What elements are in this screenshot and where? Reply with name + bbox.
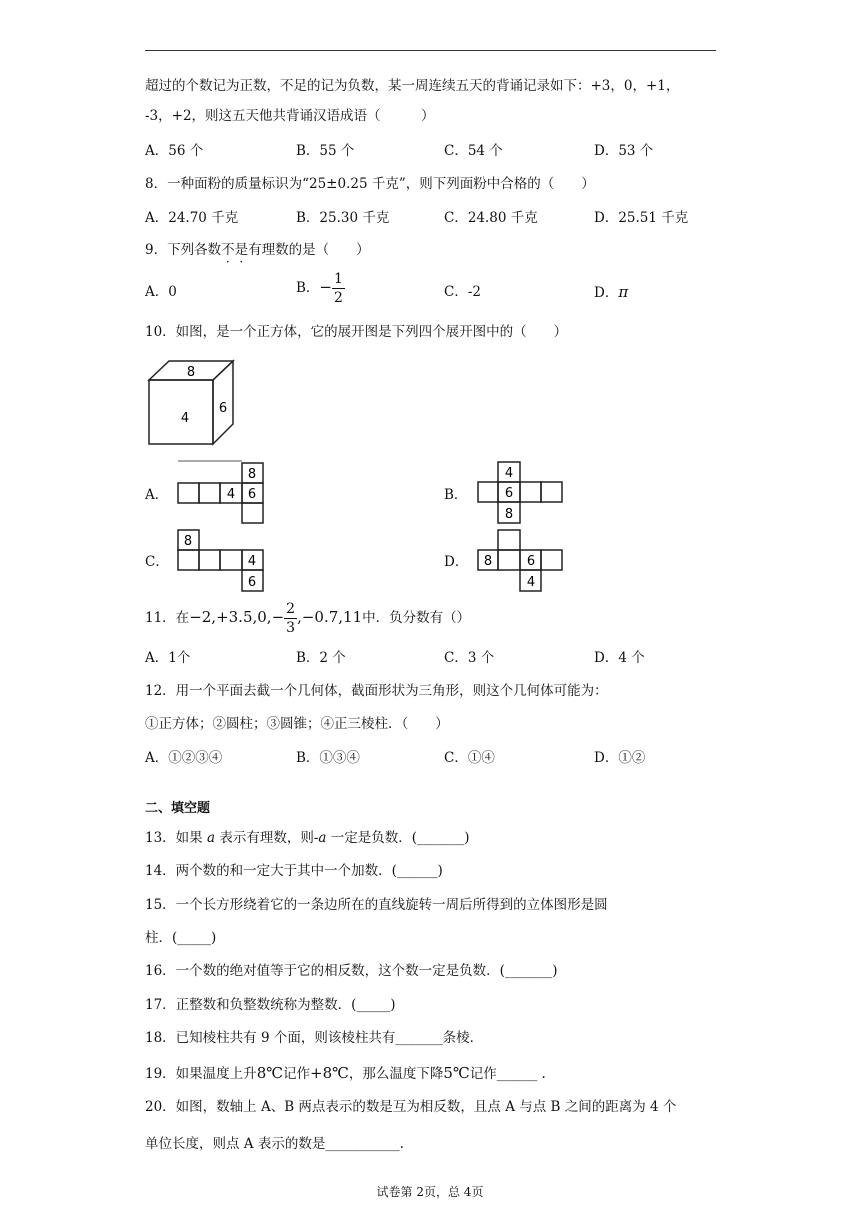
q11-option-b: B．2 个	[296, 650, 346, 666]
net-d-figure	[476, 526, 568, 596]
q13-var-a2: a	[318, 830, 327, 846]
cube-right-number: 6	[218, 401, 228, 416]
q12-stem: 12．用一个平面去截一个几何体，截面形状为三角形，则这个几何体可能为：	[145, 683, 608, 699]
q11-stem-b: 中．负分数有（）	[362, 610, 471, 626]
q9-stem-a: 9．下列各数	[145, 242, 222, 258]
q19-d: 记作______ .	[469, 1066, 546, 1082]
net-c-number: 8	[183, 534, 193, 549]
q9-option-d	[594, 283, 628, 302]
cube-top-number: 8	[186, 365, 196, 380]
q11-list-b: ,−0.7,11	[297, 608, 363, 626]
q7-option-a: A．56 个	[145, 143, 204, 159]
q11-option-c: C．3 个	[444, 650, 495, 666]
q9-option-b-fraction	[332, 270, 345, 307]
q19-a: 19．如果温度上升	[145, 1066, 257, 1082]
q20-line2: 单位长度，则点 A 表示的数是___________.	[145, 1136, 404, 1152]
q9-option-b-label: B．	[296, 280, 320, 296]
net-d-number: 4	[526, 575, 536, 590]
q9-option-b-denominator: 2	[334, 290, 343, 306]
q11-option-d: D．4 个	[594, 650, 645, 666]
q7-line1: 超过的个数记为正数，不足的记为负数，某一周连续五天的背诵记录如下：+3，0，+1，	[145, 78, 680, 94]
net-a-figure	[176, 458, 268, 528]
net-d-number: 6	[526, 554, 536, 569]
q9-option-c: C．-2	[444, 284, 481, 300]
q9-option-b-numerator: 1	[334, 271, 343, 287]
net-b-label: B．	[444, 487, 468, 503]
q9-emphasis-2: 是	[234, 242, 249, 258]
net-b-square	[478, 482, 498, 502]
net-a-number: 8	[247, 467, 257, 482]
net-a-number: 6	[247, 487, 257, 502]
net-d-label: D．	[444, 554, 469, 570]
q17: 17．正整数和负整数统称为整数．(_____)	[145, 997, 396, 1013]
q8-stem: 8．一种面粉的质量标识为“25±0.25 千克”，则下列面粉中合格的（ ）	[145, 176, 595, 192]
net-c-number: 6	[247, 575, 257, 590]
q7-line2: -3，+2，则这五天他共背诵汉语成语（ ）	[145, 108, 435, 124]
net-d-number: 8	[483, 554, 493, 569]
q12-option-c: C．①④	[444, 750, 495, 766]
q16: 16．一个数的绝对值等于它的相反数，这个数一定是负数．(_______)	[145, 963, 558, 979]
q7-option-d: D．53 个	[594, 143, 654, 159]
q7-option-c: C．54 个	[444, 143, 503, 159]
q7-option-b: B．55 个	[296, 143, 355, 159]
q11-list-a: −2,+3.5,0,−	[189, 608, 285, 626]
q19	[145, 1064, 546, 1083]
q11-option-a: A．1个	[145, 650, 191, 666]
q10-stem: 10．如图，是一个正方体，它的展开图是下列四个展开图中的（ ）	[145, 324, 568, 340]
net-b-square	[520, 482, 541, 502]
net-c-square	[199, 550, 220, 570]
q8-option-d: D．25.51 千克	[594, 210, 689, 226]
q12-option-a: A．①②③④	[145, 750, 223, 766]
q15-line2: 柱．(_____)	[145, 930, 217, 946]
q20-line1: 20．如图，数轴上 A、B 两点表示的数是互为相反数，且点 A 与点 B 之间的距离为 4 个	[145, 1099, 677, 1115]
q15-line1: 15．一个长方形绕着它的一条边所在的直线旋转一周后所得到的立体图形是圆	[145, 897, 608, 913]
net-c-number: 4	[247, 554, 257, 569]
net-a-square	[178, 483, 199, 503]
q19-m3: 5℃	[443, 1064, 470, 1082]
q8-option-a: A．24.70 千克	[145, 210, 239, 226]
net-c-label: C．	[145, 554, 169, 570]
cube-front-number: 4	[180, 411, 190, 426]
q13-b: 表示有理数，则-	[215, 830, 319, 846]
q9-option-a: A．0	[145, 284, 177, 300]
net-b-number: 4	[504, 466, 514, 481]
net-d-square	[541, 550, 562, 570]
net-b-number: 8	[504, 507, 514, 522]
q19-c: ，那么温度下降	[348, 1066, 444, 1082]
cube-figure	[145, 356, 245, 448]
net-a-label: A．	[145, 487, 169, 503]
q18: 18．已知棱柱共有 9 个面，则该棱柱共有_______条棱．	[145, 1030, 484, 1046]
net-c-figure	[176, 526, 268, 596]
net-d-square	[498, 530, 520, 550]
net-b-number: 6	[504, 486, 514, 501]
q19-b: 记作	[283, 1066, 311, 1082]
q8-option-c: C．24.80 千克	[444, 210, 538, 226]
section-heading: 二、填空题	[145, 801, 211, 816]
q9-stem	[145, 241, 370, 259]
net-a-square	[242, 503, 263, 523]
q12-option-d: D．①②	[594, 750, 646, 766]
q9-option-b	[296, 269, 345, 307]
page-footer: 试卷第 2页，总 4页	[376, 1185, 484, 1199]
q11-fraction	[284, 600, 297, 637]
q8-option-b: B．25.30 千克	[296, 210, 390, 226]
q11-fraction-numerator: 2	[286, 601, 296, 617]
q13-var-a: a	[206, 830, 216, 846]
q11-fraction-denominator: 3	[286, 620, 296, 636]
q13	[145, 829, 470, 847]
net-b-square	[541, 482, 562, 502]
q19-m1: 8℃	[256, 1064, 284, 1082]
q9-option-b-sign: −	[319, 278, 332, 296]
net-c-square	[178, 550, 199, 570]
q9-stem-b: 有理数的是（ ）	[248, 242, 370, 258]
net-a-square	[199, 483, 220, 503]
q9-option-d-label: D．	[594, 285, 619, 301]
net-d-square	[498, 550, 520, 570]
q13-c: 一定是负数．(_______)	[326, 830, 470, 846]
q13-a: 13．如果	[145, 830, 207, 846]
q9-emphasis-1: 不	[221, 242, 235, 258]
net-b-figure	[476, 458, 568, 528]
q9-option-d-pi: π	[618, 283, 629, 301]
q14: 14．两个数的和一定大于其中一个加数．(______)	[145, 863, 443, 879]
net-c-square	[220, 550, 242, 570]
q11-stem	[145, 597, 470, 638]
net-a-number: 4	[226, 487, 236, 502]
q12-stem2: ①正方体；②圆柱；③圆锥；④正三棱柱．（ ）	[145, 716, 449, 732]
header-rule	[145, 50, 716, 51]
q12-option-b: B．①③④	[296, 750, 360, 766]
q11-stem-a: 11．在	[145, 610, 190, 626]
q19-m2: +8℃	[310, 1064, 349, 1082]
